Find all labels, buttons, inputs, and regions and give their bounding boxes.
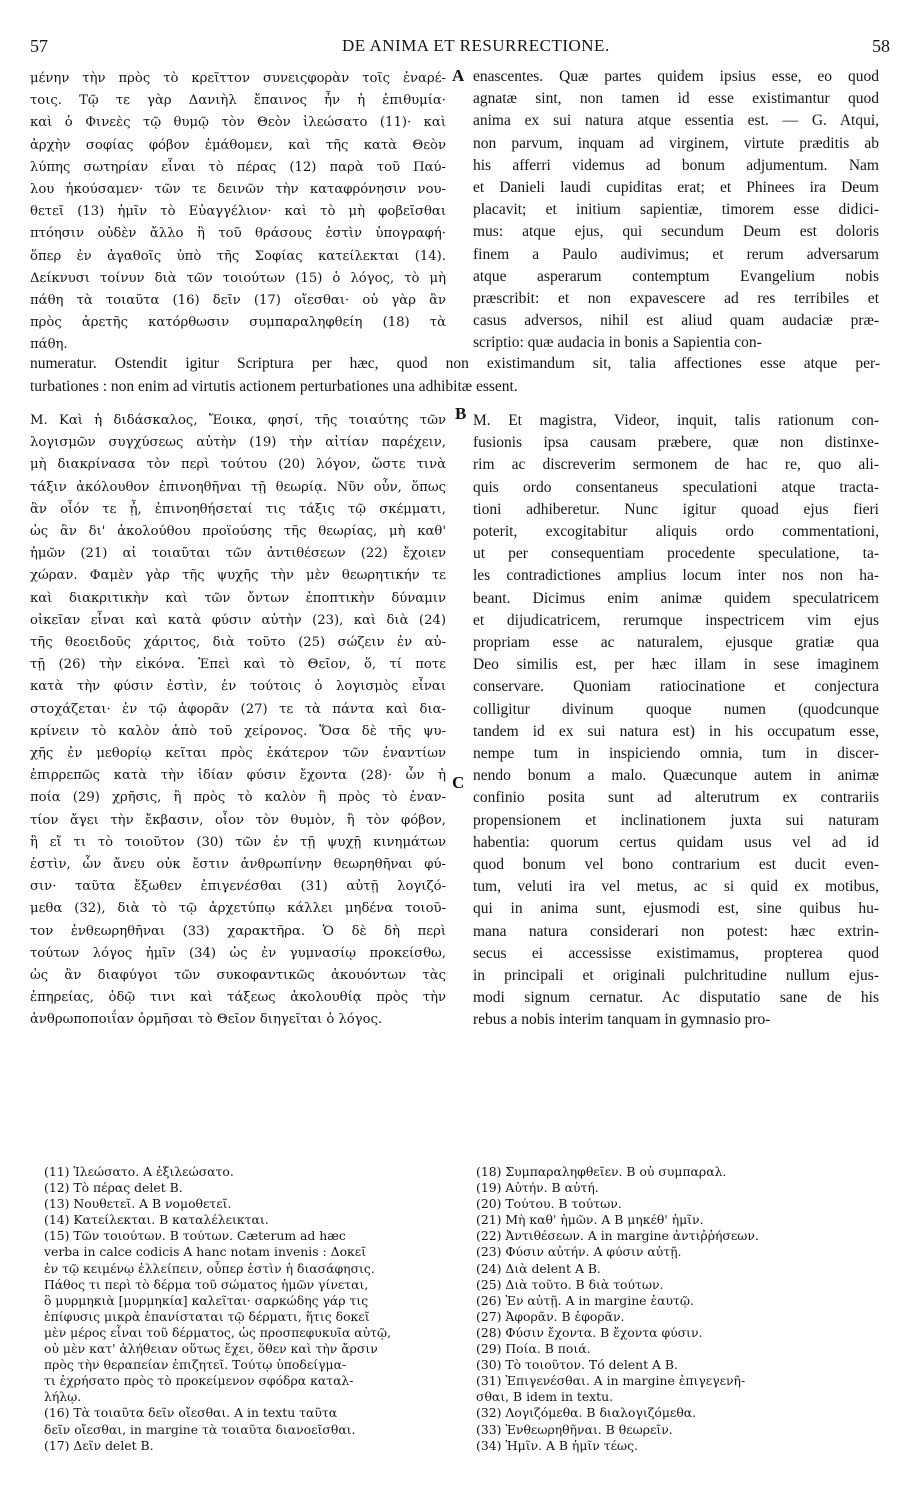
- text-line: λου ἠκούσαμεν· τῶν τε δεινῶν τὴν καταφρόνησιν νου-: [30, 182, 446, 198]
- text-line: les contradictiones amplius locum inter nos non ha-: [473, 567, 879, 585]
- text-line: præscribit: et non expavescere ad res terribiles et: [473, 290, 879, 308]
- text-line: ἀνθρωποποιΐαν ὁρμῆσαι τὸ Θεῖον διηγεῖται ὁ λόγος.: [30, 1012, 383, 1028]
- text-line: propensionem et inclinationem juxta sui naturam: [473, 811, 879, 829]
- text-line: et Danieli laudi cupiditas erat; et Phinees ira Deum: [473, 179, 879, 197]
- text-line: ἢ εἴ τι τὸ τοιοῦτον (30) τῶν ἐν τῇ ψυχῇ κινημάτων: [30, 834, 446, 850]
- text-line: conservare. Quoniam ratiocinatione et conjectura: [473, 678, 879, 696]
- text-line: πρὸς ἀρετῆς κατόρθωσιν συμπαραληφθείη (18) τὰ: [30, 315, 446, 331]
- text-line: tum, veluti ira vel metus, ac si quid ex motibus,: [473, 878, 879, 896]
- text-line: M. Et magistra, Videor, inquit, talis rationum con-: [473, 412, 879, 429]
- text-line: μεθα (32), διὰ τὸ τῷ ἀρχετύπῳ κάλλει μηδένα τοιοῦ-: [30, 901, 446, 917]
- text-line: ἐπιρρεπῶς κατὰ τὴν ἰδίαν φύσιν ἔχοντα (28)· ὧν ἡ: [30, 768, 446, 784]
- text-line: tandem id ex sui natura est) in his occupatum esse,: [473, 722, 879, 740]
- running-title: DE ANIMA ET RESURRECTIONE.: [342, 36, 610, 55]
- text-line: poterit, excogitabitur aliquis ordo commentationi,: [473, 523, 879, 541]
- text-line: πρὸς τὴν θεραπείαν ἐπιζητεῖ. Τούτῳ ὑποδείγμα-: [44, 1357, 347, 1373]
- text-line: μὴ διακρίνασα τὸν περὶ τούτου (20) λόγον, ὥστε τινὰ: [30, 457, 446, 473]
- text-line: atque asperarum contemptum Evangelium nobis: [473, 267, 879, 285]
- running-header: [30, 36, 890, 58]
- text-line: in principali et originali pulchritudine nullum ejus-: [473, 967, 879, 985]
- text-line: δεῖν οἴεσθαι, in margine τὰ τοιαῦτα διανοεῖσθαι.: [44, 1421, 356, 1437]
- text-line: fusionis ipsa causam præbere, quæ non distinxe-: [473, 434, 879, 452]
- text-line: λογισμῶν συγχύσεως αὐτὴν (19) τὴν αἰτίαν παρέχειν,: [30, 435, 446, 451]
- text-line: quis ordo consentaneus speculationi atque tracta-: [473, 478, 879, 496]
- text-line: non parvum, inquam ad virginem, virtute præditis ab: [473, 134, 879, 152]
- text-line: (12) Τὸ πέρας delet B.: [44, 1180, 183, 1196]
- text-line: colligitur divinum quoque numen (quodcunque: [473, 700, 879, 718]
- text-line: enascentes. Quæ partes quidem ipsius esse, eo quod: [473, 68, 879, 85]
- text-line: ἡμῶν (21) αἱ τοιαῦται τῶν ἀντιθέσεων (22) ἔχοιεν: [30, 546, 446, 562]
- margin-mark-c: C: [452, 773, 465, 792]
- text-line: χῆς ἐν μεθορίῳ κεῖται πρὸς ἑκάτερον τῶν ἐναντίων: [30, 746, 446, 762]
- text-line: Deo similis est, per hæc illam in sese imaginem: [473, 656, 879, 674]
- text-line: τοις. Τῷ τε γὰρ Δανιὴλ ἔπαινος ἦν ἡ ἐπιθυμία·: [30, 93, 446, 109]
- text-line: μὲν μέρος εἶναι τοῦ δέρματος, ὡς προσπεφυκυῖα αὐτῷ,: [44, 1324, 392, 1340]
- text-line: (34) Ἡμῖν. A B ἡμῖν τέως.: [476, 1437, 638, 1453]
- text-line: θετεῖ (13) ἡμῖν τὸ Εὐαγγέλιον· καὶ τὸ μὴ φοβεῖσθαι: [30, 204, 446, 220]
- text-line: propriam esse ac naturalem, ejusque gratiæ qua: [473, 634, 879, 652]
- text-line: verba in calce codicis A hanc notam invenis : Δοκεῖ: [44, 1244, 367, 1260]
- text-line: his afferri videmus ad bonum adjumentum. Nam: [473, 156, 879, 174]
- text-line: τῇ (26) τὴν εἰκόνα. Ἐπεὶ καὶ τὸ Θεῖον, ὅ, τί ποτε: [30, 657, 446, 673]
- text-line: καὶ διακριτικὴν καὶ τῶν ὄντων ἐποπτικὴν δύναμιν: [30, 590, 446, 606]
- text-line: habentia: quorum certus quidam usus vel ad id: [473, 833, 879, 851]
- text-line: λήλῳ.: [44, 1389, 82, 1405]
- text-line: placavit; et initium sapientiæ, timorem esse didici-: [473, 201, 879, 219]
- text-line: (20) Τούτου. B τούτων.: [476, 1196, 622, 1212]
- text-line: (11) Ἱλεώσατο. A ἐξιλεώσατο.: [44, 1164, 234, 1179]
- text-line: σιν· ταῦτα ἔξωθεν ἐπιγενέσθαι (31) αὐτῇ λογιζό-: [30, 879, 446, 895]
- text-line: modi signum cernatur. Ac disputatio sane de his: [473, 989, 879, 1007]
- text-line: πάθη.: [30, 337, 68, 353]
- text-line: ὅπερ ἐν ἀγαθοῖς ὑπὸ τῆς Σοφίας κατείλεκται (14).: [30, 248, 446, 264]
- text-line: confinio posita sunt ad alterutrum ex contrariis: [473, 789, 879, 807]
- text-line: ἐστὶν, ὧν ἄνευ οὐκ ἔστιν ἀνθρωπίνην θεωρηθῆναι φύ-: [30, 857, 446, 873]
- text-line: καὶ ὁ Φινεὲς τῷ θυμῷ τὸν Θεὸν ἱλεώσατο (11)· καὶ: [30, 115, 446, 131]
- text-line: (14) Κατείλεκται. B καταλέλεικται.: [44, 1212, 269, 1228]
- text-line: τάξιν ἀκόλουθον ἐπινοηθῆναι τῇ θεωρίᾳ. Νῦν οὖν, ὅπως: [30, 479, 446, 495]
- text-line: rebus a nobis interim tanquam in gymnasio pro-: [473, 1011, 771, 1029]
- text-line: τι ἐχρήσατο πρὸς τὸ προκείμενον σφόδρα καταλ-: [44, 1373, 354, 1389]
- margin-mark-a: A: [452, 66, 465, 85]
- text-line: (30) Τὸ τοιοῦτον. Τό delent A B.: [476, 1357, 678, 1373]
- text-line: beant. Dicimus enim animæ quidem speculatricem: [473, 589, 879, 607]
- text-line: anima ex sui natura atque essentia est. — G. Atqui,: [473, 112, 879, 130]
- text-line: turbationes : non enim ad virtutis actionem perturbationes una adhibitæ essent.: [30, 377, 518, 395]
- text-line: (33) Ἐνθεωρηθῆναι. B θεωρεῖν.: [476, 1421, 673, 1437]
- text-line: ut per consequentiam procedente speculatione, ta-: [473, 545, 879, 563]
- text-line: qui in anima sunt, ejusmodi est, sine quibus hu-: [473, 900, 879, 918]
- text-line: ἐπίφυσις μικρὰ ἐπανίσταται τῷ δέρματι, ἥτις δοκεῖ: [44, 1308, 370, 1324]
- text-line: Πάθος τι περὶ τὸ δέρμα τοῦ σώματος ἡμῶν γίνεται,: [44, 1276, 369, 1292]
- text-line: ὡς ἂν δι' ἀκολούθου προϊούσης τῆς θεωρίας, μὴ καθ': [30, 524, 446, 540]
- text-line: Μ. Καὶ ἡ διδάσκαλος, Ἔοικα, φησί, τῆς τοιαύτης τῶν: [30, 413, 446, 428]
- text-line: (16) Τὰ τοιαῦτα δεῖν οἴεσθαι. A in textu ταῦτα: [44, 1405, 338, 1421]
- text-line: rim ac discreverim sermonem de hac re, quo ali-: [473, 456, 879, 474]
- left-page-number: 57: [30, 36, 48, 56]
- text-line: κατὰ τὴν φύσιν ἐστὶν, ἐν τούτοις ὁ λογισμὸς εἶναι: [30, 679, 446, 695]
- text-line: πάθη τὰ τοιαῦτα (16) δεῖν (17) οἴεσθαι· οὐ γὰρ ἂν: [30, 293, 446, 309]
- text-line: quod bonum vel bono contrarium est ducit even-: [473, 856, 879, 874]
- text-line: mus: atque ejus, qui secundum Deum est doloris: [473, 223, 879, 241]
- text-line: μένην τὴν πρὸς τὸ κρεῖττον συνειςφορὰν τοῖς ἐναρέ-: [30, 71, 446, 86]
- text-line: στοχάζεται· ἐν τῷ ἀφορᾶν (27) τε τὰ πάντα καὶ δια-: [30, 701, 446, 717]
- text-line: Δείκνυσι τοίνυν διὰ τῶν τοιούτων (15) ὁ λόγος, τὸ μὴ: [30, 270, 446, 286]
- text-line: ἀρχὴν σοφίας φόβον ἐμάθομεν, καὶ τῆς κατὰ Θεὸν: [30, 137, 446, 153]
- text-line: (19) Αὐτήν. B αὐτή.: [476, 1180, 599, 1196]
- text-line: (17) Δεῖν delet B.: [44, 1437, 154, 1453]
- text-line: nempe tum in inspiciendo omnia, tum in discer-: [473, 745, 879, 763]
- text-line: (29) Ποία. B ποιά.: [476, 1341, 591, 1357]
- text-line: (24) Διὰ delent A B.: [476, 1260, 601, 1276]
- footnotes-left: [44, 1164, 452, 1454]
- text-line: (13) Νουθετεῖ. A B νομοθετεῖ.: [44, 1196, 232, 1212]
- footnotes-right: [476, 1164, 880, 1454]
- text-line: (26) Ἐν αὐτῇ. A in margine ἑαυτῷ.: [476, 1292, 694, 1308]
- text-line: ἐν τῷ κειμένῳ ἐλλείπειν, οὗπερ ἐστὶν ἡ διασάφησις.: [44, 1260, 375, 1276]
- text-line: (23) Φύσιν αὐτήν. A φύσιν αὐτῇ.: [476, 1244, 682, 1260]
- text-line: (15) Τῶν τοιούτων. B τούτων. Cæterum ad hæc: [44, 1228, 346, 1244]
- text-line: (31) Ἐπιγενέσθαι. A in margine ἐπιγεγενῆ-: [476, 1373, 746, 1389]
- text-line: agnatæ sint, non tamen id esse existimantur quod: [473, 90, 879, 108]
- text-line: πτόησιν οὐδὲν ἄλλο ἢ τοῦ θράσους ἐστὶν ὑπογραφή·: [30, 226, 446, 242]
- text-line: casus adversos, nihil est aliud quam audaciæ præ-: [473, 312, 879, 330]
- text-line: ποία (29) χρῆσις, ἢ πρὸς τὸ καλὸν ἢ πρὸς τὸ ἐναν-: [30, 790, 446, 806]
- text-line: τον ἐνθεωρηθῆναι (33) χαρακτῆρα. Ὁ δὲ δὴ περὶ: [30, 923, 446, 939]
- text-line: nendo bonum a malo. Quæcunque autem in animæ: [473, 767, 879, 785]
- margin-mark-b: B: [455, 404, 467, 423]
- greek-column-section-a: [30, 68, 446, 357]
- text-line: (25) Διὰ τοῦτο. B διὰ τούτων.: [476, 1276, 664, 1292]
- latin-full-width-continuation: [30, 353, 880, 398]
- text-line: mana natura considerari non potest: hæc extrin-: [473, 922, 879, 940]
- text-line: τίον ἄγει τὴν ἔκβασιν, οἷον τὸν θυμὸν, ἢ τὸν φόβον,: [30, 812, 446, 828]
- text-line: secus ei accessisse existimamus, propterea quod: [473, 944, 879, 962]
- text-line: (22) Ἀντιθέσεων. A in margine ἀντιῤῥήσεων.: [476, 1228, 759, 1244]
- text-line: λύπης σωτηρίαν εἶναι τὸ πέρας (12) παρὰ τοῦ Παύ-: [30, 159, 446, 175]
- text-line: ὃ μυρμηκιὰ [μυρμηκία] καλεῖται· σαρκώδης γάρ τις: [44, 1292, 369, 1308]
- text-line: οὐ μὲν κατ' ἀλήθειαν οὕτως ἔχει, ὅθεν καὶ τὴν ἄρσιν: [44, 1341, 378, 1357]
- text-line: (28) Φύσιν ἔχοντα. B ἔχοντα φύσιν.: [476, 1324, 703, 1340]
- text-line: et dijudicatricem, rerumque inspectricem vim ejus: [473, 611, 879, 629]
- text-line: σθαι, B idem in textu.: [476, 1389, 614, 1405]
- text-line: ἐπηρείας, ὁδῷ τινι καὶ τάξεως ἀκολουθίᾳ πρὸς τὴν: [30, 990, 446, 1006]
- text-line: οἰκεῖαν εἶναι καὶ κατὰ φύσιν αὐτὴν (23), καὶ διὰ (24): [30, 612, 446, 628]
- text-line: κρίνειν τὸ καλὸν ἀπὸ τοῦ χείρονος. Ὅσα δὲ τῆς ψυ-: [30, 723, 446, 739]
- text-line: (32) Λογιζόμεθα. B διαλογιζόμεθα.: [476, 1405, 697, 1421]
- latin-column-section-b: [473, 410, 879, 1032]
- text-line: (27) Ἀφορᾶν. B ἐφορᾶν.: [476, 1308, 625, 1324]
- text-line: tioni adhiberetur. Nunc igitur quoad ejus fieri: [473, 500, 879, 518]
- text-line: ἂν οἷόν τε ᾖ, ἐπινοηθήσεταί τις τάξις τῷ σκέμματι,: [30, 501, 446, 517]
- text-line: numeratur. Ostendit igitur Scriptura per hæc, quod non existimandum sit, talia affectiones esse atque per-: [30, 355, 880, 372]
- text-line: scriptio: quæ audacia in bonis a Sapientia con-: [473, 334, 762, 352]
- text-line: ὡς ἂν διαφύγοι τῶν συκοφαντικῶς ἀκουόντων τὰς: [30, 968, 446, 984]
- latin-column-section-a: [473, 66, 879, 355]
- text-line: τῆς θεοειδοῦς χάριτος, διὰ τοῦτο (25) σώζειν ἐν αὐ-: [30, 635, 446, 651]
- text-line: finem a Paulo audivimus; et rerum adversarum: [473, 245, 879, 263]
- text-line: χώραν. Φαμὲν γὰρ τῆς ψυχῆς τὴν μὲν θεωρητικήν τε: [30, 568, 446, 584]
- text-line: (18) Συμπαραληφθεῖεν. B οὐ συμπαραλ.: [476, 1164, 727, 1179]
- right-page-number: 58: [872, 36, 890, 56]
- text-line: (21) Μὴ καθ' ἡμῶν. A B μηκέθ' ἡμῖν.: [476, 1212, 704, 1228]
- text-line: τούτων λόγος ἡμῖν (34) ὡς ἐν γυμνασίῳ προκείσθω,: [30, 945, 446, 961]
- greek-column-section-b: [30, 410, 446, 1032]
